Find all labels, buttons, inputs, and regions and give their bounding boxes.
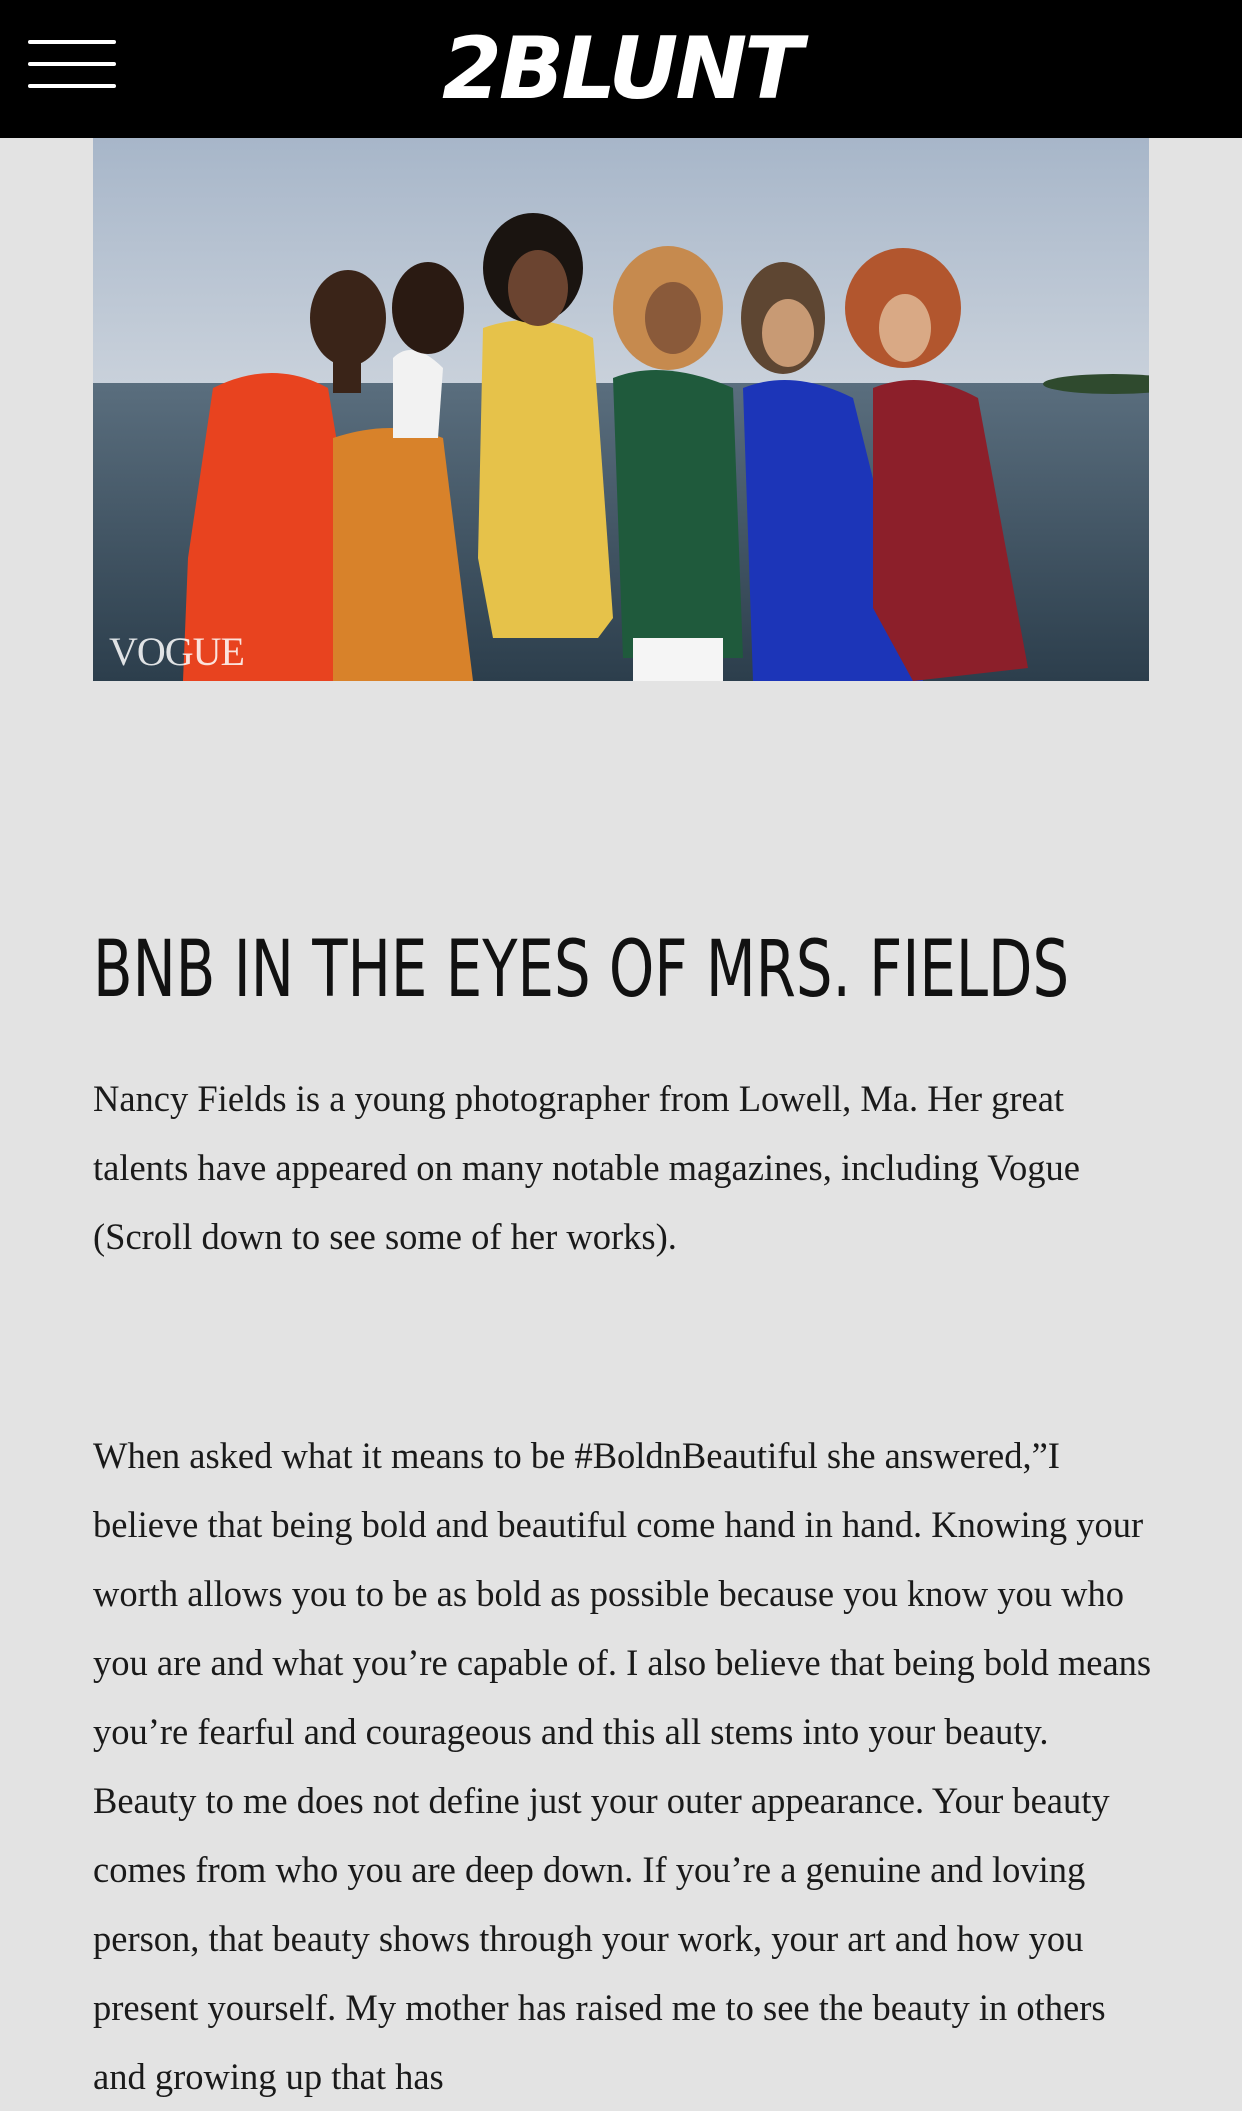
hero-photo-illustration bbox=[93, 138, 1149, 681]
top-header bbox=[0, 0, 1242, 138]
hero-photo bbox=[93, 138, 1149, 681]
site-logo[interactable]: 2BLUNT bbox=[442, 19, 800, 119]
article-title: BNB IN THE EYES OF MRS. FIELDS bbox=[93, 925, 1070, 1015]
article-paragraph: Nancy Fields is a young photographer from Lowell, Ma. Her great talents have appeared on many notable magazines, including Vogue (Scroll down to see some of her works). bbox=[93, 1078, 1080, 1257]
vogue-watermark: VOGUE bbox=[109, 629, 244, 674]
article-paragraph: When asked what it means to be #BoldnBeautiful she answered,”I believe that being bold and beautiful come hand in hand. Knowing your worth allows you to be as bold as possible because you know you who you are and what you’re capable of. I also believe that being bold means you’re fearful and courageous and this all stems into your beauty. Beauty to me does not define just your outer appearance. Your beauty comes from who you are deep down. If you’re a genuine and loving person, that beauty shows through your work, your art and how you present yourself. My mother has raised me to see the beauty in others and growing up that has bbox=[93, 1435, 1152, 2097]
